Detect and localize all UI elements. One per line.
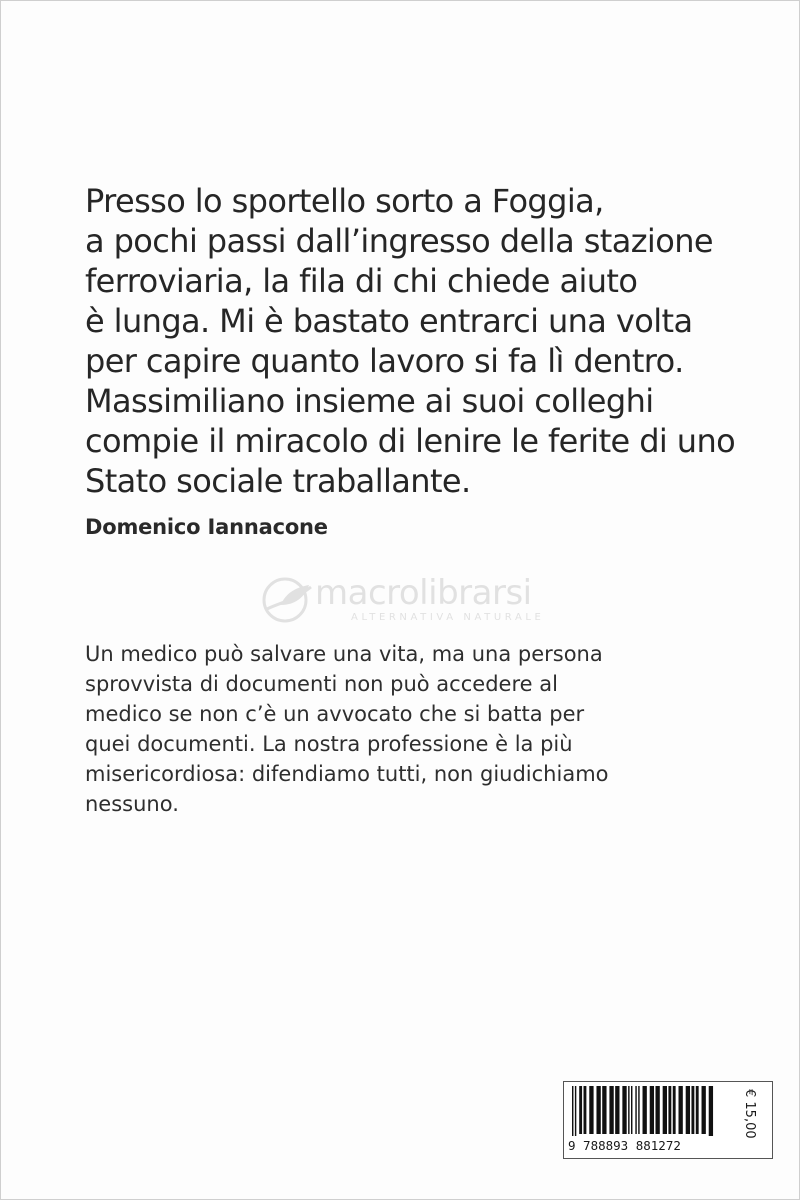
paragraph-line: quei documenti. La nostra professione è la più [85, 732, 573, 756]
body-paragraph [85, 639, 765, 819]
barcode-bar [602, 1086, 606, 1134]
quote-line: Presso lo sportello sorto a Foggia, [85, 182, 604, 220]
barcode-bar [628, 1086, 629, 1134]
barcode-bar [650, 1086, 654, 1134]
barcode-bar [596, 1086, 600, 1134]
barcode-bar [696, 1086, 699, 1134]
quote-line: Massimiliano insieme ai suoi colleghi [85, 382, 654, 420]
barcode-bar [668, 1086, 671, 1134]
barcode-bar [609, 1086, 613, 1134]
isbn-digits: 9 788893 881272 [568, 1138, 681, 1153]
quote-line: a pochi passi dall’ingresso della stazione [85, 222, 713, 260]
watermark-name: macrolibrarsi [315, 573, 532, 613]
watermark [259, 573, 559, 633]
barcode-bar [615, 1086, 619, 1134]
quote-author: Domenico Iannacone [85, 515, 328, 539]
barcode-bar [631, 1086, 632, 1134]
barcode-bar [673, 1086, 676, 1134]
quote-line: Stato sociale traballante. [85, 462, 471, 500]
barcode-bar [679, 1086, 683, 1134]
quote-line: ferroviaria, la fila di chi chiede aiuto [85, 262, 638, 300]
barcode-bar [575, 1086, 576, 1136]
paragraph-line: nessuno. [85, 792, 179, 816]
barcode-bars [570, 1086, 730, 1136]
price-text: € 15,00 [742, 1089, 757, 1139]
barcode-bar [686, 1086, 690, 1134]
barcode-bar [572, 1086, 573, 1136]
blurb-quote [85, 181, 765, 501]
barcode-bar [643, 1086, 647, 1134]
barcode-bar [655, 1086, 659, 1134]
barcode-bar [584, 1086, 587, 1134]
paragraph-line: Un medico può salvare una vita, ma una persona [85, 642, 603, 666]
barcode-bar [579, 1086, 582, 1134]
barcode-bar [709, 1086, 713, 1136]
barcode-bar [702, 1086, 706, 1134]
barcode-bar [622, 1086, 626, 1134]
paragraph-line: sprovvista di documenti non può accedere al [85, 672, 558, 696]
watermark-tagline: ALTERNATIVA NATURALE [351, 612, 545, 623]
price-label [743, 1089, 757, 1151]
barcode-bar [691, 1086, 694, 1134]
quote-line: per capire quanto lavoro si fa lì dentro. [85, 342, 684, 380]
barcode-bar [663, 1086, 667, 1134]
barcode-bar [638, 1086, 639, 1134]
barcode-bar [589, 1086, 593, 1134]
paragraph-line: medico se non c’è un avvocato che si batta per [85, 702, 585, 726]
quote-line: compie il miracolo di lenire le ferite di uno [85, 422, 736, 460]
leaf-logo-icon [259, 575, 315, 625]
barcode-bar [635, 1086, 636, 1134]
paragraph-line: misericordiosa: difendiamo tutti, non giudichiamo [85, 762, 609, 786]
quote-line: è lunga. Mi è bastato entrarci una volta [85, 302, 693, 340]
